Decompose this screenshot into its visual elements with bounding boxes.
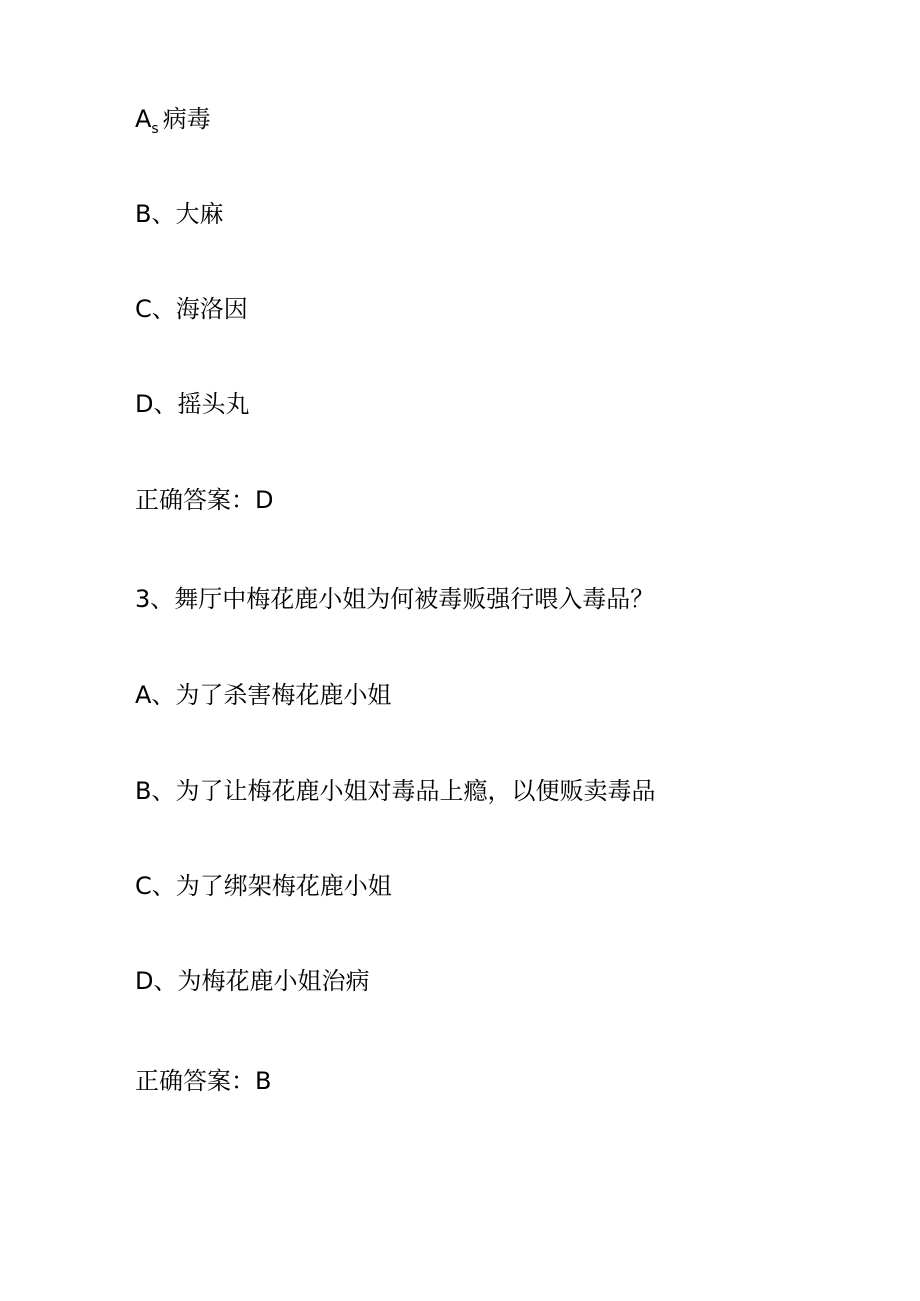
q3-option-c: C、为了绑架梅花鹿小姐	[135, 872, 392, 900]
q2-option-b: B、大麻	[135, 200, 224, 228]
q3-option-b: B、为了让梅花鹿小姐对毒品上瘾，以便贩卖毒品	[135, 777, 656, 805]
q3-option-a: A、为了杀害梅花鹿小姐	[135, 681, 392, 709]
q2-option-a-mark: s	[151, 121, 159, 137]
q2-option-d: D、摇头丸	[135, 390, 250, 418]
q2-option-c: C、海洛因	[135, 295, 248, 323]
q2-option-a-letter: A	[135, 105, 152, 133]
q2-option-a-text: 病毒	[162, 105, 211, 133]
q3-answer: 正确答案：B	[135, 1067, 272, 1095]
q3-option-d: D、为梅花鹿小姐治病	[135, 967, 370, 995]
q3-question: 3、舞厅中梅花鹿小姐为何被毒贩强行喂入毒品？	[135, 585, 655, 613]
q2-answer: 正确答案：D	[135, 486, 274, 514]
q2-option-a	[135, 102, 211, 140]
